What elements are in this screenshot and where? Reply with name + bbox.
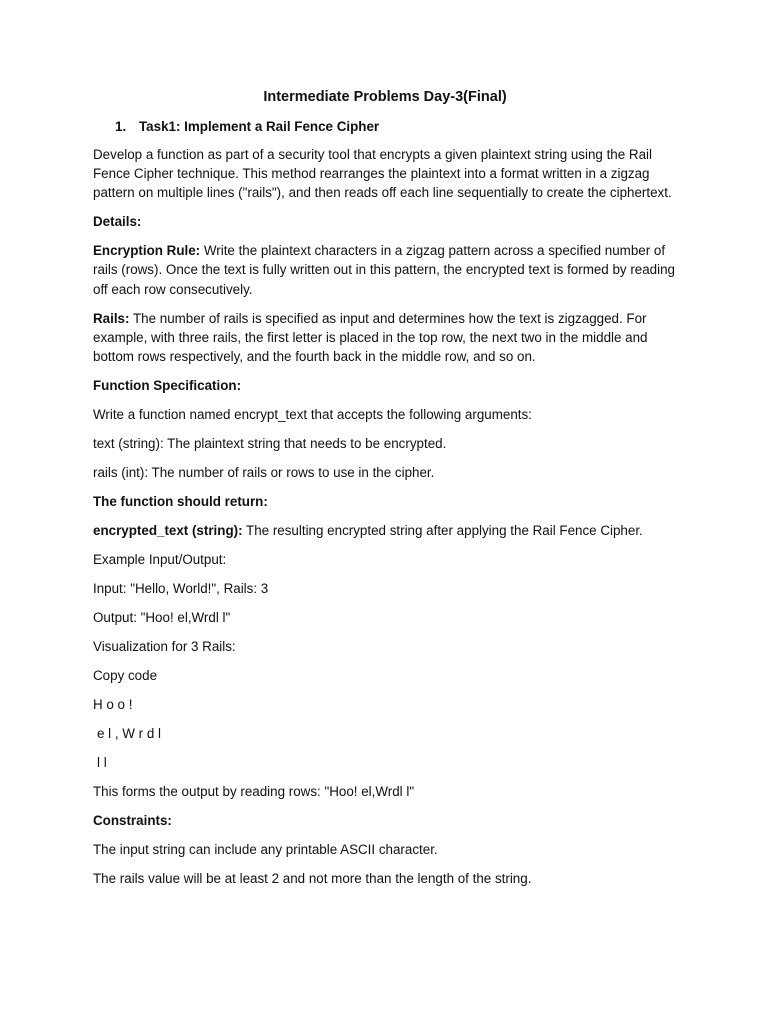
document-content	[93, 88, 683, 898]
encryption-rule-text: Write the plaintext characters in a zigzag pattern across a specified number of rails (rows). Once the text is fully written out in this pattern, the encrypted text is formed by reading off each row consecutively.	[93, 243, 676, 297]
rails-paragraph	[93, 309, 683, 367]
encryption-rule-paragraph	[93, 241, 683, 299]
constraint-2: The rails value will be at least 2 and not more than the length of the string.	[93, 871, 532, 887]
function-spec-text: Write a function named encrypt_text that accepts the following arguments:	[93, 407, 532, 423]
example-heading: Example Input/Output:	[93, 552, 227, 568]
task-title: Task1: Implement a Rail Fence Cipher	[139, 119, 380, 135]
arg-text: text (string): The plaintext string that needs to be encrypted.	[93, 436, 447, 452]
visualization-heading: Visualization for 3 Rails:	[93, 639, 236, 655]
rail-row-3: l l	[97, 755, 107, 771]
return-heading: The function should return:	[93, 494, 268, 510]
return-text: The resulting encrypted string after applying the Rail Fence Cipher.	[242, 523, 643, 539]
rail-row-2: e l , W r d l	[97, 726, 161, 742]
function-spec-heading: Function Specification:	[93, 378, 242, 394]
forms-output-text: This forms the output by reading rows: "Hoo! el,Wrdl l"	[93, 784, 415, 800]
example-output: Output: "Hoo! el,Wrdl l"	[93, 610, 231, 626]
return-label: encrypted_text (string):	[93, 523, 243, 539]
encryption-rule-label: Encryption Rule:	[93, 243, 201, 259]
example-input: Input: "Hello, World!", Rails: 3	[93, 581, 269, 597]
task-heading	[93, 117, 683, 136]
document-title: Intermediate Problems Day-3(Final)	[263, 89, 507, 105]
constraints-heading: Constraints:	[93, 813, 172, 829]
details-heading: Details:	[93, 214, 142, 230]
constraint-1: The input string can include any printable ASCII character.	[93, 842, 438, 858]
rails-text: The number of rails is specified as input and determines how the text is zigzagged. For example, with three rails, the first letter is placed in the top row, the next two in the middle and bottom rows respectively, and the fourth back in the middle row, and so on.	[93, 310, 648, 365]
rails-label: Rails:	[93, 310, 130, 326]
return-paragraph	[93, 521, 683, 540]
rail-row-1: H o o !	[93, 697, 133, 713]
intro-paragraph: Develop a function as part of a security tool that encrypts a given plaintext string using the Rail Fence Cipher technique. This method rearranges the plaintext into a format written in a zigzag pattern on multiple lines ("rails"), and then reads off each line sequentially to create the ciphertext.	[93, 146, 672, 201]
copy-code-label: Copy code	[93, 668, 158, 684]
task-number: 1.	[115, 119, 127, 135]
arg-rails: rails (int): The number of rails or rows to use in the cipher.	[93, 465, 435, 481]
